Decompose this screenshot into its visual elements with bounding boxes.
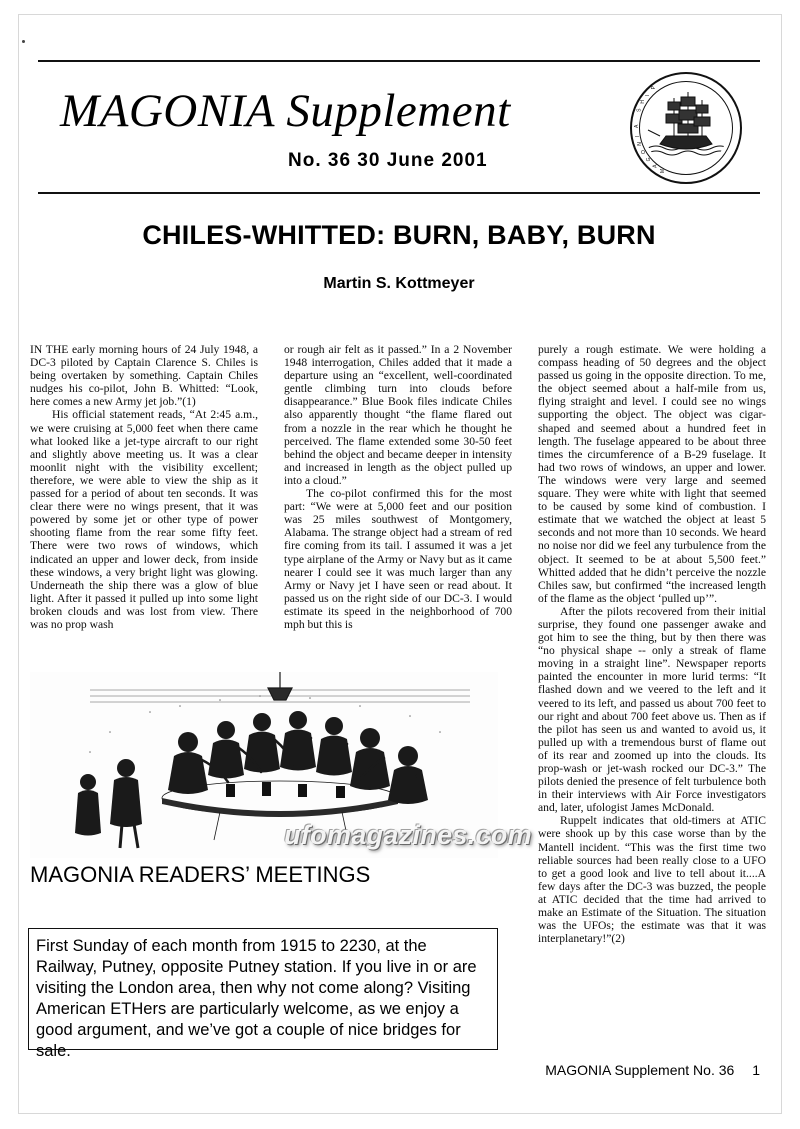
column-2 (284, 343, 512, 631)
column-1 (30, 343, 258, 631)
page-number: 1 (752, 1062, 760, 1078)
society-seal-logo (630, 72, 742, 184)
footer-title: MAGONIA Supplement No. 36 (545, 1062, 735, 1078)
paragraph: The co-pilot confirmed this for the most part: “We were at 5,000 feet and our position was 25 miles southwest of Montgomery, Alabama. The strange object had a stream of red fire coming from its tail. I assumed it was a jet type airplane of the Army or Navy but as it came nearer I could see it was much larger than any Army or Navy jet I have seen or read about. It passed us on the right side of our DC-3. I would estimate its speed in the neighborhood of 700 mph but this is (284, 487, 512, 631)
page-footer (545, 1062, 760, 1078)
publication-title: MAGONIA Supplement (60, 85, 511, 137)
article-byline: Martin S. Kottmeyer (323, 275, 475, 292)
tavern-engraving-illustration (30, 672, 498, 858)
issue-line: No. 36 30 June 2001 (288, 150, 488, 171)
paragraph: Ruppelt indicates that old-timers at ATIC were shook up by this case worse than by the Mantell incident. “This was the first time two reliable sources had been really close to a UFO to get a good look and live to tell about it....A few days after the DC-3 was buzzed, the people at ATIC decided that the time had arrived to make an Estimate of the Situation. The situation was the UFOs; the estimate was that it was interplanetary!”(2) (538, 814, 766, 946)
paragraph: IN THE early morning hours of 24 July 1948, a DC-3 piloted by Captain Clarence S. Chiles is being overtaken by something. Captain Chiles nudges his co-pilot, John B. Whitted: “Look, here comes a new Army jet job.”(1) (30, 343, 258, 409)
column-3 (538, 343, 766, 945)
meetings-body: First Sunday of each month from 1915 to 2230, at the Railway, Putney, opposite Putney station. If you live in or are visiting the London area, then why not come along? Visiting American ETHers are particularly welcome, as we enjoy a good argument, and we’ve got a couple of nice bridges for sale. (36, 937, 477, 1060)
paragraph: or rough air felt as it passed.” In a 2 November 1948 interrogation, Chiles added that it made a departure using an “excellent, well-coordinated gentle climbing turn into clouds before disappearance.” Blue Book files indicate Chiles also apparently thought “the flame flared out from a nozzle in the rear which he thought he perceived. The flame extended some 30-50 feet behind the object and became deeper in intensity and increased in length as the object pulled up into a cloud.” (284, 343, 512, 487)
masthead (38, 60, 760, 194)
paragraph: His official statement reads, “At 2:45 a.m., we were cruising at 5,000 feet when there came what looked like a jet-type aircraft to our right and slightly above meeting us. It was a clear moonlit night with the visibility excellent; therefore, we were able to view the ship as it passed for a period of about ten seconds. It was clear there were no wings present, that it was powered by some jet or other type of power shooting flame from the rear some fifty feet. There were two rows of windows, which indicated an upper and lower deck, from inside these windows, a very bright light was glowing. Underneath the ship there was a glow of blue light. After it passed it pulled up into some light broken clouds and was lost from view. There was no prop wash (30, 408, 258, 631)
article-headline: CHILES-WHITTED: BURN, BABY, BURN (142, 220, 656, 250)
seal-text: M A G O N I A S H I P (634, 85, 666, 174)
meetings-heading: MAGONIA READERS’ MEETINGS (30, 862, 371, 887)
scan-speck (22, 40, 25, 43)
site-watermark: ufomagazines.com (284, 820, 532, 850)
paragraph: After the pilots recovered from their initial surprise, they found one passenger awake and got him to see the thing, but by then there was “no physical shape -- only a streak of flame moving in a straight line”. Newspaper reports painted the encounter in more lurid terms: “It flashed down and we veered to the left and it veered to its left, and passed us about 700 feet to our right and about 700 feet above us. Then as if the pilot has seen us and wanted to avoid us, it pulled up with a tremendous burst of flame out of its rear and zoomed up into the clouds. Its prop-wash or jet-wash rocked our DC-3.” The pilots denied the presence of felt turbulence both in their interviews with Air Force investigators and, later, ufologist James McDonald. (538, 604, 766, 815)
paragraph: purely a rough estimate. We were holding a compass heading of 50 degrees and the object passed us going in the opposite direction. To me, the object seemed about a half-mile from us, flying straight and level. I could see no wings supporting the object. The object was cigar-shaped and seemed about a hundred feet in length. The fuselage appeared to be about three times the circumference of a B-29 fuselage. It had two rows of windows, an upper and lower. The windows were very large and seemed square. They were white with light that seemed to be caused by some kind of combustion. I estimate that we watched the object at least 5 seconds and not more than 10 seconds. We heard no noise nor did we feel any turbulence from the object. It seemed to be at about 5,500 feet.” Whitted added that he didn’t perceive the nozzle Chiles saw, but confirmed “the increased length of the flame as the object ‘pulled up’”. (538, 343, 766, 605)
